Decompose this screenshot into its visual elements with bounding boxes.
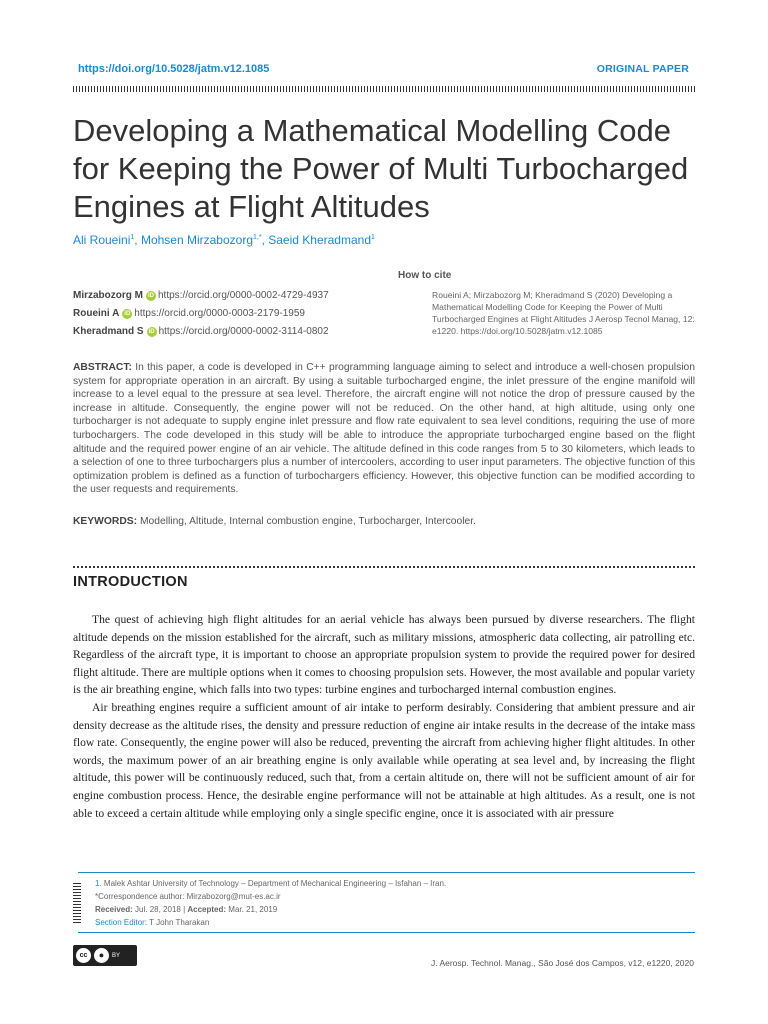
corr-email[interactable]: Mirzabozorg@mut-es.ac.ir — [186, 892, 281, 901]
paragraph: The quest of achieving high flight altitudes for an aerial vehicle has always been pursued by diverse researchers. The flight altitude depends on the mission established for the aircraft, such as military missions, atmospheric data collecting, air patrolling etc. Regardless of the aircraft type, it is important to choose an appropriate propulsion system to provide the required power for desired flight altitude. There are multiple options when it comes to choosing propulsion sets. However, the most available and popular variety is the air breathing engine, which falls into two types: turbine engines and turbocharged internal combustion engines. — [73, 613, 695, 697]
keywords — [73, 516, 695, 527]
section-divider — [73, 566, 695, 568]
editor-label: Section Editor: — [95, 918, 148, 927]
abstract-label: ABSTRACT: — [73, 362, 132, 373]
author-name[interactable]: Saeid Kheradmand — [268, 233, 371, 247]
received-date: Jul. 28, 2018 — [135, 905, 181, 914]
author-affil-sup: 1 — [371, 234, 375, 241]
affil-text: Malek Ashtar University of Technology – Department of Mechanical Engineering – Isfahan – Iran. — [103, 879, 447, 888]
introduction-heading: INTRODUCTION — [73, 574, 188, 590]
orcid-author: Kheradmand S — [73, 326, 144, 337]
orcid-author: Mirzabozorg M — [73, 290, 143, 301]
footnote-affiliation — [95, 879, 446, 888]
author-list: Ali Roueini$^1$, Mohsen Mirzabozorg$^{1,*}$, Saeid Kheradmand$^1$ — [73, 233, 375, 247]
footnote-barcode — [73, 883, 81, 923]
author-affil-sup: 1,* — [253, 234, 262, 241]
keywords-text: Modelling, Altitude, Internal combustion engine, Turbocharger, Intercooler. — [139, 516, 476, 527]
abstract — [73, 361, 695, 497]
footnote-dates: Received: Jul. 28, 2018 | Accepted: Mar. 21, 2019 — [95, 905, 278, 914]
affil-number: 1. — [95, 879, 102, 888]
footnote-rule-bottom — [78, 932, 695, 933]
paragraph: Air breathing engines require a sufficient amount of air intake to perform desirably. Considering that ambient pressure and air density decrease as the altitude rises, the density and pressure reduction of engine air intake results in the decrease of the intake mass flow rate. Consequently, the engine power will also be reduced, preventing the aircraft from achieving higher flight altitudes. In other words, the maximum power of an air breathing engine is only available while operating at sea level and, by increasing the flight altitude, this power will be continuously reduced, such that, from a certain altitude on, there will not be sufficient amount of air for engine combustion process. Hence, the desirable engine performance will not be attainable at high altitudes. As a result, one is not able to exceed a certain altitude while employing only a single specific engine, once it is associated with air pressure — [73, 700, 695, 820]
how-to-cite-text: Roueini A; Mirzabozorg M; Kheradmand S (2020) Developing a Mathematical Modelling Code for Keeping the Power of Multi Turbocharged Engines at Flight Altitudes J Aerosp Tecnol Manag, 12: e1220. https://doi.org/10.5028/jatm.v12.1085 — [432, 290, 695, 336]
cc-icon: cc — [76, 948, 91, 963]
editor-name: T John Tharakan — [149, 918, 210, 927]
doi-link[interactable]: https://doi.org/10.5028/jatm.v12.1085 — [78, 63, 270, 75]
author-affil-sup: 1 — [130, 234, 135, 241]
journal-reference: J. Aerosp. Technol. Manag., São José dos Campos, v12, e1220, 2020 — [430, 958, 694, 968]
keywords-label: KEYWORDS: — [73, 516, 138, 527]
orcid-row — [73, 290, 329, 301]
corr-label: *Correspondence author: — [95, 892, 185, 901]
footnote-rule — [78, 872, 695, 873]
received-label: Received: — [95, 905, 133, 914]
section-label: ORIGINAL PAPER — [596, 63, 689, 75]
footnote-correspondence — [95, 892, 281, 901]
orcid-row — [73, 326, 329, 337]
orcid-icon: iD — [148, 328, 155, 335]
accepted-date: Mar. 21, 2019 — [228, 905, 278, 914]
orcid-link[interactable]: https://orcid.org/0000-0003-2179-1959 — [134, 308, 305, 319]
abstract-text: In this paper, a code is developed in C++ programming language aiming to select and introduce a well-chosen propulsion system for appropriate operation in an aircraft. By using a suitable turbocharged engine, the inlet pressure of the engine manifold will increase to a level equal to the pressure at sea level. Therefore, the aircraft engine will not notice the drop of pressure caused by the increase in altitude. Consequently, the engine power will not be reduced. On the other hand, at high altitude, using only one turbocharger is not adequate to supply engine inlet pressure and flow rate equivalent to sea level conditions, requiring the use of more turbochargers. The code developed in this study will be able to introduce the appropriate turbocharged engine based on the flight altitude and the required power engine of an air vehicle. The altitude defined in this code ranges from 5 to 30 kilometers, which leads to a selection of one to three turbochargers plus a number of intercoolers, according to user input parameters. The objective function of this optimization problem is defined as a function of turbochargers efficiency. However, this objective function can be modified according to the user requests and requirements. — [73, 362, 695, 496]
orcid-author: Roueini A — [73, 308, 120, 319]
paper-title: Developing a Mathematical Modelling Code for Keeping the Power of Multi Turbocharged Engines at Flight Altitudes — [73, 113, 689, 224]
how-to-cite-heading: How to cite — [398, 270, 452, 281]
footnote-editor — [95, 918, 209, 927]
by-label: BY — [112, 952, 121, 959]
orcid-icon: iD — [148, 292, 154, 299]
orcid-link[interactable]: https://orcid.org/0000-0002-3114-0802 — [158, 326, 329, 337]
author-name[interactable]: Ali Roueini — [73, 233, 131, 247]
accepted-label: Accepted: — [187, 905, 227, 914]
cc-license-badge[interactable] — [73, 945, 137, 966]
orcid-row — [73, 308, 305, 319]
person-icon: ● — [94, 948, 109, 963]
orcid-link[interactable]: https://orcid.org/0000-0002-4729-4937 — [158, 290, 329, 301]
orcid-icon: iD — [124, 310, 131, 317]
introduction-body — [73, 611, 695, 822]
author-name[interactable]: Mohsen Mirzabozorg — [140, 233, 254, 247]
header-barcode-rule — [73, 86, 695, 92]
